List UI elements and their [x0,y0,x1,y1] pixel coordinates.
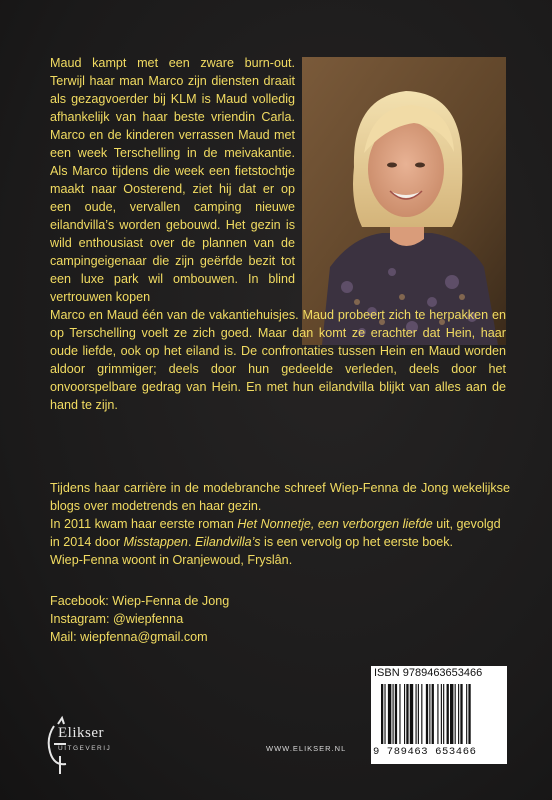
barcode-digits: 9 789463 653466 [373,746,477,758]
contact-info [50,592,350,646]
publisher-subtitle: UITGEVERIJ [58,745,112,752]
barcode-icon [381,684,499,744]
book-title-eilandvillas: Eilandvilla’s [194,535,261,549]
contact-mail: Mail: wiepfenna@gmail.com [50,630,208,644]
contact-facebook: Facebook: Wiep-Fenna de Jong [50,594,230,608]
publisher-website: WWW.ELIKSER.NL [266,744,347,753]
bio-line-2 [50,515,510,551]
blurb-first-part: Maud kampt met een zware burn-out. Terwijl haar man Marco zijn diensten draait als gezagvoerder bij KLM is Maud volledig afhankelijk van haar beste vriendin Carla. Marco en de kinderen verrassen Maud met een week Terschelling in de meivakantie. Als Marco tijdens die week een fietstochtje maakt naar Oosterend, ziet hij dat er op een oude, vervallen camping nieuwe eilandvilla’s worden gebouwd. Het gezin is wild enthousiast over de plannen van de campingeigenaar die zijn geërfde bezit tot een luxe park wil ombouwen. In blind vertrouwen kopen [50,56,295,304]
bio-line-2-a: In 2011 kwam haar eerste roman [50,517,238,531]
book-title-misstappen: Misstappen [123,535,188,549]
publisher-name: Elikser [58,725,104,741]
bio-line-2-c: . [187,535,195,549]
book-subtitle-nonnetje: , een verborgen liefde [310,517,433,531]
book-title-nonnetje: Het Nonnetje [237,517,311,531]
book-blurb [50,54,506,414]
contact-instagram: Instagram: @wiepfenna [50,612,184,626]
blurb-second-part: Marco en Maud één van de vakantiehuisjes. Maud probeert zich te herpakken en op Terschelling voelt ze zich goed. Maar dan komt ze erachter dat Hein, haar oude liefde, ook op het eiland is. De confrontaties tussen Hein en Maud worden aldoor grimmiger; deels door hun gedeelde verleden, deels door het onvoorspelbare gedrag van Hein. En met hun eilandvilla blijkt van alles aan de hand te zijn. [50,308,506,412]
bio-line-3: Wiep-Fenna woont in Oranjewoud, Fryslân. [50,553,293,567]
bio-line-2-d: is een vervolg op het eerste boek. [260,535,454,549]
bio-line-2-b: uit, gevolgd in 2014 door [50,517,501,549]
isbn-label: ISBN 9789463653466 [374,667,483,679]
author-bio [50,479,510,569]
bio-line-1: Tijdens haar carrière in de modebranche schreef Wiep-Fenna de Jong wekelijkse blogs over modetrends en haar gezin. [50,481,510,513]
isbn-barcode-box [371,666,507,764]
